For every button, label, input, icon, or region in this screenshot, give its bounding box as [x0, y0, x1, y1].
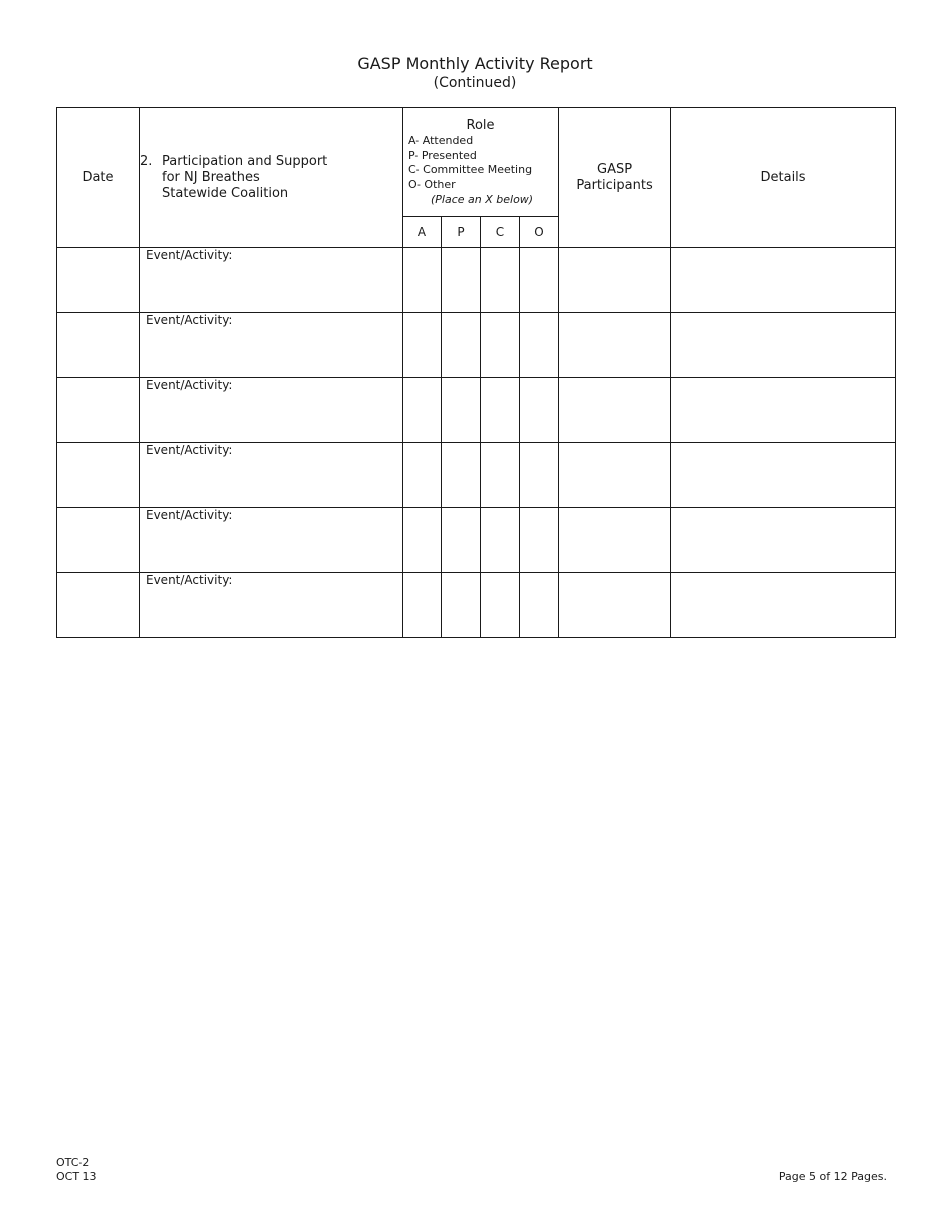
role-c-cell[interactable] — [481, 248, 520, 313]
role-title: Role — [466, 118, 495, 133]
section-title-line: for NJ Breathes — [162, 169, 260, 185]
form-code: OTC-2 — [56, 1156, 90, 1169]
table-row — [57, 443, 896, 508]
column-header-details: Details — [671, 108, 896, 248]
details-cell[interactable] — [671, 573, 896, 638]
role-o-cell[interactable] — [520, 508, 559, 573]
column-header-participants — [559, 108, 671, 248]
details-cell[interactable] — [671, 378, 896, 443]
participants-label-line: GASP — [597, 161, 633, 177]
role-p-cell[interactable] — [442, 443, 481, 508]
role-p-cell[interactable] — [442, 573, 481, 638]
report-subtitle: (Continued) — [433, 75, 517, 91]
date-cell[interactable] — [57, 248, 140, 313]
role-code-c: C — [481, 217, 520, 248]
role-o-cell[interactable] — [520, 378, 559, 443]
date-cell[interactable] — [57, 573, 140, 638]
event-cell[interactable] — [140, 443, 403, 508]
details-cell[interactable] — [671, 443, 896, 508]
details-cell[interactable] — [671, 313, 896, 378]
role-a-cell[interactable] — [403, 313, 442, 378]
event-activity-label: Event/Activity: — [146, 573, 233, 587]
role-o-cell[interactable] — [520, 573, 559, 638]
role-option-attended: A- Attended — [408, 134, 474, 147]
event-activity-label: Event/Activity: — [146, 313, 233, 327]
role-o-cell[interactable] — [520, 443, 559, 508]
date-cell[interactable] — [57, 443, 140, 508]
role-a-cell[interactable] — [403, 443, 442, 508]
table-row — [57, 508, 896, 573]
event-cell[interactable] — [140, 508, 403, 573]
event-activity-label: Event/Activity: — [146, 378, 233, 392]
participants-cell[interactable] — [559, 313, 671, 378]
date-cell[interactable] — [57, 378, 140, 443]
form-code-block — [56, 1156, 97, 1184]
role-a-cell[interactable] — [403, 508, 442, 573]
table-row — [57, 378, 896, 443]
date-cell[interactable] — [57, 508, 140, 573]
details-cell[interactable] — [671, 508, 896, 573]
section-title-line: Statewide Coalition — [162, 185, 289, 201]
event-cell[interactable] — [140, 313, 403, 378]
table-row — [57, 313, 896, 378]
participants-cell[interactable] — [559, 443, 671, 508]
participants-cell[interactable] — [559, 378, 671, 443]
event-activity-label: Event/Activity: — [146, 248, 233, 262]
role-option-presented: P- Presented — [408, 148, 477, 162]
activity-table — [56, 107, 896, 638]
event-cell[interactable] — [140, 378, 403, 443]
table-row — [57, 248, 896, 313]
section-number: 2. — [140, 153, 153, 169]
report-title: GASP Monthly Activity Report — [357, 54, 593, 73]
role-p-cell[interactable] — [442, 313, 481, 378]
role-code-a: A — [403, 217, 442, 248]
event-activity-label: Event/Activity: — [146, 508, 233, 522]
event-cell[interactable] — [140, 573, 403, 638]
participants-cell[interactable] — [559, 248, 671, 313]
role-a-cell[interactable] — [403, 248, 442, 313]
role-c-cell[interactable] — [481, 313, 520, 378]
table-row — [57, 573, 896, 638]
date-cell[interactable] — [57, 313, 140, 378]
role-c-cell[interactable] — [481, 443, 520, 508]
role-p-cell[interactable] — [442, 508, 481, 573]
details-cell[interactable] — [671, 248, 896, 313]
role-code-p: P — [442, 217, 481, 248]
role-a-cell[interactable] — [403, 378, 442, 443]
participants-label-line: Participants — [576, 177, 653, 193]
role-o-cell[interactable] — [520, 313, 559, 378]
role-a-cell[interactable] — [403, 573, 442, 638]
page-number: Page 5 of 12 Pages. — [778, 1170, 887, 1183]
section-title-line: Participation and Support — [162, 153, 328, 169]
participants-cell[interactable] — [559, 573, 671, 638]
column-header-role — [403, 108, 559, 217]
role-code-o: O — [520, 217, 559, 248]
role-p-cell[interactable] — [442, 248, 481, 313]
event-activity-label: Event/Activity: — [146, 443, 233, 457]
role-p-cell[interactable] — [442, 378, 481, 443]
role-o-cell[interactable] — [520, 248, 559, 313]
form-date: OCT 13 — [56, 1170, 97, 1183]
column-header-date: Date — [57, 108, 140, 248]
role-option-committee: C- Committee Meeting — [408, 163, 533, 176]
column-header-section — [140, 108, 403, 248]
participants-cell[interactable] — [559, 508, 671, 573]
role-option-other: O- Other — [408, 177, 456, 191]
role-c-cell[interactable] — [481, 573, 520, 638]
event-cell[interactable] — [140, 248, 403, 313]
role-c-cell[interactable] — [481, 378, 520, 443]
role-c-cell[interactable] — [481, 508, 520, 573]
role-instruction: (Place an X below) — [431, 193, 534, 206]
